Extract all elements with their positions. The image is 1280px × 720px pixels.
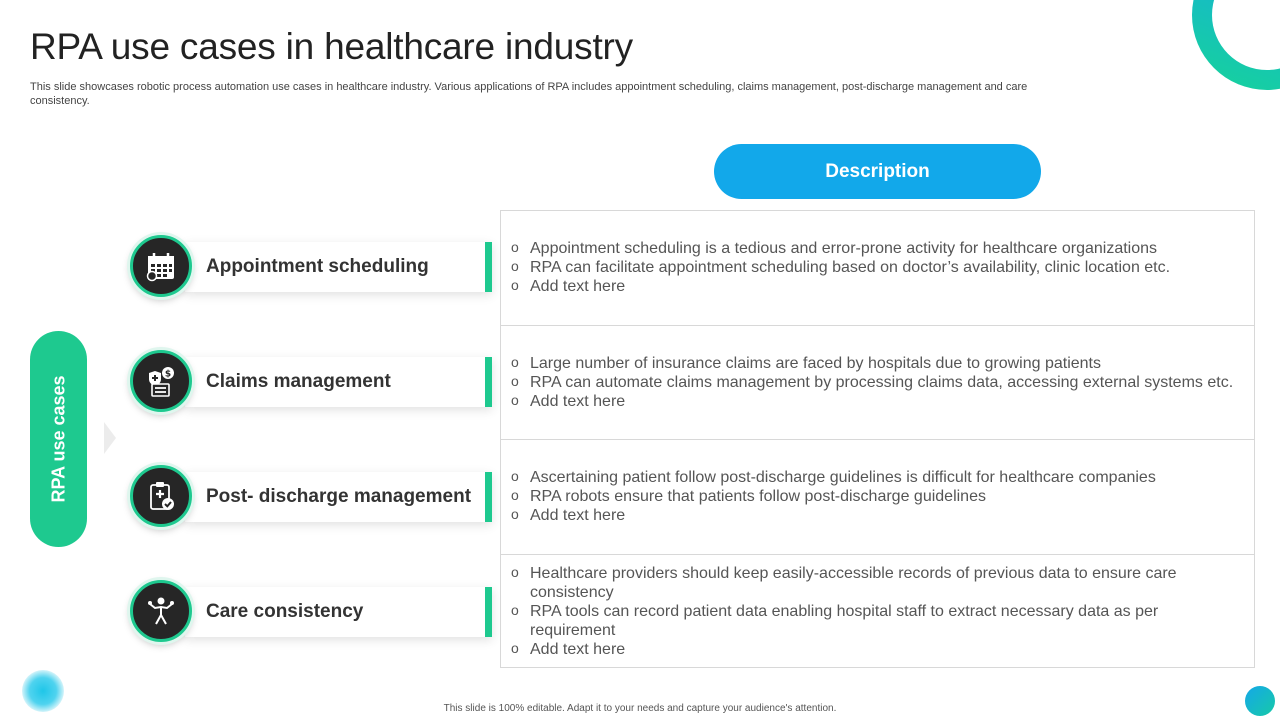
bullet-item: o RPA robots ensure that patients follow post-discharge guidelines: [511, 487, 1156, 506]
insurance-claim-icon: [130, 350, 192, 412]
use-case-card: [185, 242, 492, 292]
description-cell: [501, 211, 1254, 326]
calendar-icon: [130, 235, 192, 297]
description-cell: [501, 326, 1254, 441]
bullet-item: o Add text here: [511, 506, 1156, 525]
use-case-label: Care consistency: [206, 601, 364, 622]
clipboard-check-icon: [130, 465, 192, 527]
svg-text:$: $: [164, 369, 172, 380]
decorative-ring: [1192, 0, 1280, 90]
side-label-text: RPA use cases: [48, 375, 68, 503]
description-table: [500, 210, 1255, 668]
use-case-card: [185, 472, 492, 522]
accent-bar: [485, 357, 492, 407]
bullet-item: o RPA can automate claims management by processing claims data, accessing external systems etc.: [511, 373, 1233, 392]
bullet-item: o Appointment scheduling is a tedious and error-prone activity for healthcare organizations: [511, 239, 1170, 258]
description-header: Description: [714, 144, 1041, 199]
use-case-card: [185, 587, 492, 637]
description-cell: [501, 440, 1254, 555]
page-title: RPA use cases in healthcare industry: [30, 26, 633, 67]
page-subtitle: This slide showcases robotic process automation use cases in healthcare industry. Various applications of RPA includes appointment scheduling, claims management, post-discharge management and care consistency.: [30, 81, 1028, 107]
bullet-item: o RPA tools can record patient data enabling hospital staff to extract necessary data as per requirement: [511, 602, 1240, 640]
use-case-label: Appointment scheduling: [206, 256, 429, 277]
description-cell: [501, 555, 1254, 670]
footer-note: This slide is 100% editable. Adapt it to your needs and capture your audience's attention.: [443, 703, 837, 714]
accent-bar: [485, 472, 492, 522]
bullet-list: [511, 468, 1156, 525]
bullet-item: o Healthcare providers should keep easily-accessible records of previous data to ensure care consistency: [511, 564, 1240, 602]
bullet-item: o Add text here: [511, 277, 1170, 296]
bullet-item: o Large number of insurance claims are faced by hospitals due to growing patients: [511, 354, 1233, 373]
accent-bar: [485, 587, 492, 637]
bullet-item: o Ascertaining patient follow post-discharge guidelines is difficult for healthcare companies: [511, 468, 1156, 487]
bullet-item: o Add text here: [511, 640, 1240, 659]
strong-person-icon: [130, 580, 192, 642]
side-label-pill: [30, 331, 87, 547]
bullet-list: [511, 239, 1170, 296]
use-case-label: Post- discharge management: [206, 486, 472, 507]
bullet-list: [511, 564, 1240, 659]
use-case-card: [185, 357, 492, 407]
accent-bar: [485, 242, 492, 292]
bullet-item: o Add text here: [511, 392, 1233, 411]
bullet-item: o RPA can facilitate appointment scheduling based on doctor’s availability, clinic location etc.: [511, 258, 1170, 277]
bullet-list: [511, 354, 1233, 411]
use-case-label: Claims management: [206, 371, 391, 392]
chevron-right-icon: [104, 422, 116, 454]
